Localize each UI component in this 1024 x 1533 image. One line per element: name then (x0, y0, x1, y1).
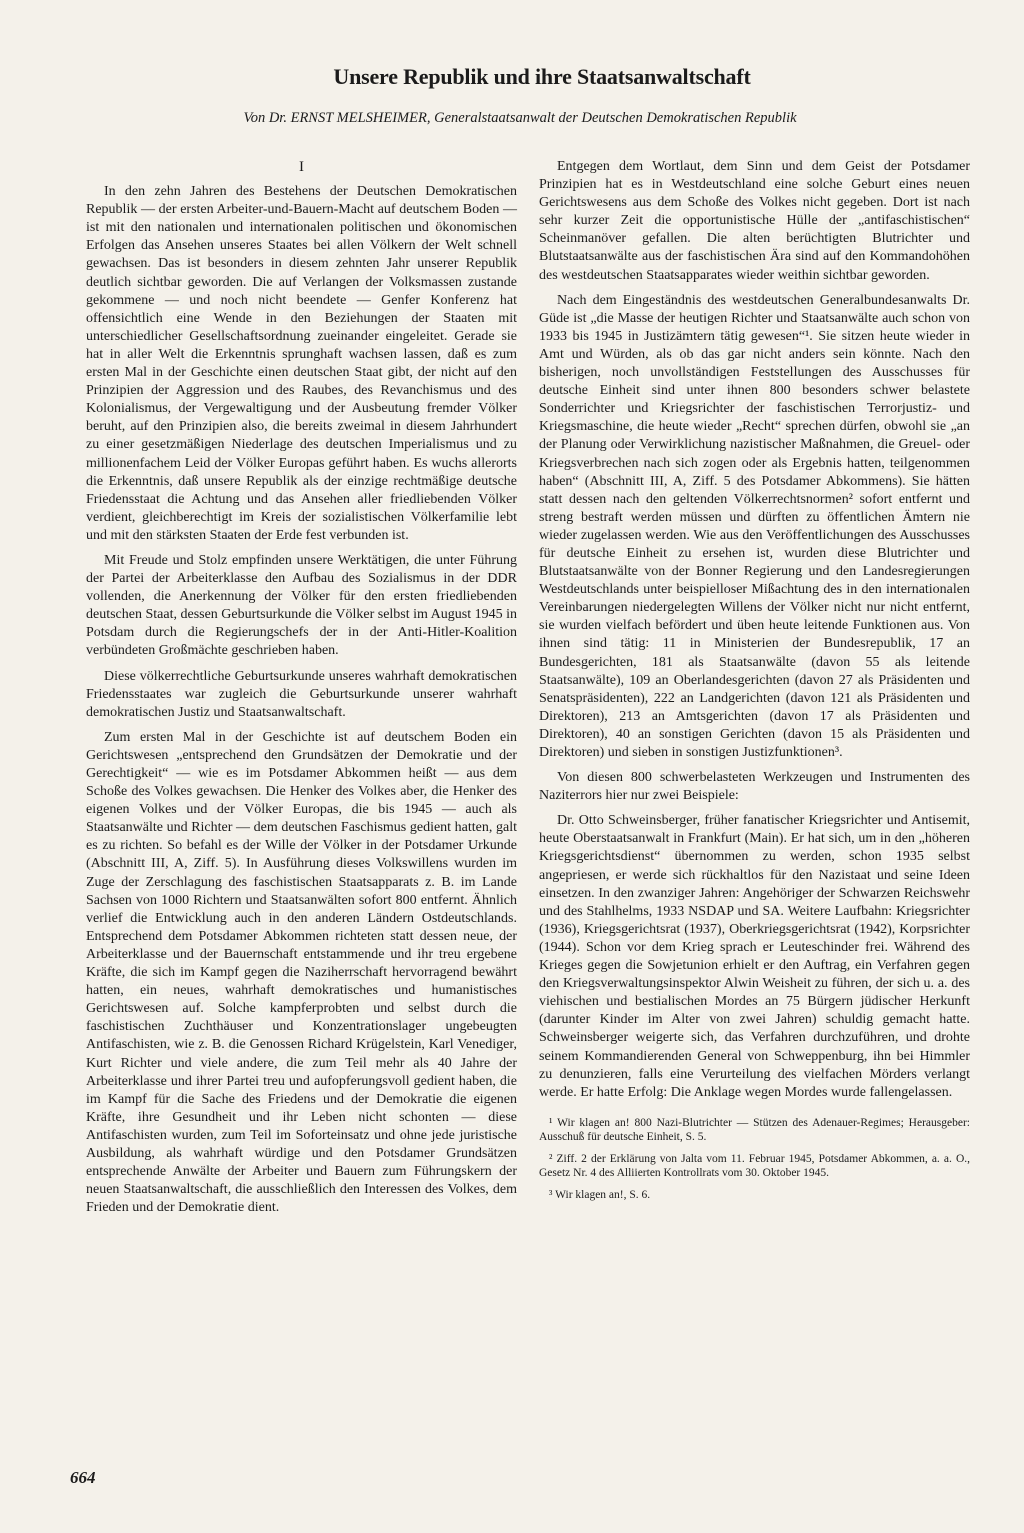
paragraph: Von diesen 800 schwerbelasteten Werkzeugen und Instrumenten des Naziterrors hier nur zwei Beispiele: (539, 770, 970, 804)
paragraph: Entgegen dem Wortlaut, dem Sinn und dem Geist der Potsdamer Prinzipien hat es in Westdeutschland eine solche Geburt eines neuen Gerichtswesens aus dem Schoße des Volkes nicht gegeben. Dort ist nach sehr kurzer Zeit die opportunistische Hülle der „antifaschistischen“ Scheinmanöver gefallen. Die alten berüchtigten Blutrichter und Blutstaatsanwälte aus der faschistischen Ära sind auf den Kommandohöhen des westdeutschen Staatsapparates wieder weithin sichtbar geworden. (539, 159, 970, 283)
footnote: ² Ziff. 2 der Erklärung von Jalta vom 11. Februar 1945, Potsdamer Abkommen, a. a. O., Gesetz Nr. 4 des Alliierten Kontrollrats vom 30. Oktober 1945. (539, 1152, 970, 1179)
footnote: ³ Wir klagen an!, S. 6. (549, 1188, 651, 1201)
paragraph: Mit Freude und Stolz empfinden unsere Werktätigen, die unter Führung der Partei der Arbeiterklasse den Aufbau des Sozialismus in der DDR vollenden, die Anerkennung der Völker für den ersten friedliebenden deutschen Staat, dessen Geburtsurkunde die Völker selbst im August 1945 in Potsdam durch die Regierungschefs der in der Anti-Hitler-Koalition verbündeten Großmächte geschrieben haben. (86, 552, 517, 659)
paragraph: Zum ersten Mal in der Geschichte ist auf deutschem Boden ein Gerichtswesen „entsprechend den Grundsätzen der Demokratie und der Gerechtigkeit“ — wie es im Potsdamer Abkommen heißt — aus dem Schoße des Volkes gewachsen. Die Henker des Volkes aber, die Henker des eigenen Volkes und der Völker Europas, die bis 1945 — auch als Staatsanwälte und Richter — dem deutschen Faschismus gedient hatten, galt es zu richten. So befahl es der Wille der Völker in der Potsdamer Urkunde (Abschnitt III, A, Ziff. 5). In Ausführung dieses Volkswillens wurden im Zuge der Zerschlagung des faschistischen Staatsapparats z. B. im Lande Sachsen von 1000 Richtern und Staatsanwälten sofort 800 entfernt. Ähnlich verlief die Entwicklung auch in den anderen Ländern Ostdeutschlands. Entsprechend dem Potsdamer Abkommen richteten statt dessen neue, der Arbeiterklasse und der Bauernschaft entstammende und ihr treu ergebene Kräfte, die sich im Kampf gegen die Naziherrschaft hervorragend bewährt hatten, ein neues, wahrhaft demokratisches und humanistisches Gerichtswesen auf. Solche kampferprobten und selbst durch die faschistischen Zuchthäuser und Konzentrationslager ungebeugten Antifaschisten, wie z. B. die Genossen Richard Krügelstein, Karl Venediger, Kurt Richter und viele andere, die zum Teil mehr als 40 Jahre der Arbeiterklasse und ihrer Partei treu und aufopferungsvoll gedient haben, die im Kampf für die Sache des Friedens und der Demokratie die eigenen Kräfte, ihre Gesundheit und ihr Leben nicht schonten — diese Antifaschisten wurden, zum Teil im Soforteinsatz und ohne jede juristische Ausbildung, als wahrhaft würdige und den Potsdamer Grundsätzen entsprechende Anwälte der Arbeiter und Bauern zum Führungskern der neuen Staatsanwaltschaft, die ausschließlich den Interessen des Volkes, dem Frieden und der Demokratie dient. (86, 729, 517, 1216)
article-title: Unsere Republik und ihre Staatsanwaltschaft (333, 64, 751, 89)
author-byline: Von Dr. ERNST MELSHEIMER, Generalstaatsanwalt der Deutschen Demokratischen Republik (243, 110, 797, 126)
left-column (86, 158, 517, 1224)
page-number: 664 (70, 1468, 96, 1487)
paragraph: Nach dem Eingeständnis des westdeutschen Generalbundesanwalts Dr. Güde ist „die Masse der heutigen Richter und Staatsanwälte auch schon von 1933 bis 1945 in Justizämtern tätig gewesen“¹. Sie sitzen heute wieder in Amt und Würden, als ob das gar nicht anders sein könnte. Nach den bisherigen, noch unvollständigen Feststellungen des Ausschusses für deutsche Einheit sind unter ihnen 800 besonders schwer belastete Sonderrichter und Kriegsrichter der faschistischen Terrorjustiz- und Kriegsmaschine, die heute wieder „Recht“ sprechen dürfen, obwohl sie „an der Planung oder Verwirklichung nazistischer Maßnahmen, die Greuel- oder Kriegsverbrechen nach sich zogen oder als Ergebnis hatten, teilgenommen haben“ (Abschnitt III, A, Ziff. 5 des Potsdamer Abkommens). Sie hätten statt dessen nach den geltenden Völkerrechtsnormen² sofort entfernt und streng bestraft werden müssen und dürften zu öffentlichen Ämtern nie wieder zugelassen werden. Wie aus den Veröffentlichungen des Ausschusses für deutsche Einheit zu ersehen ist, wurden diese Blutrichter und Blutstaatsanwälte von der Bonner Regierung und den Landesregierungen Westdeutschlands unter beispielloser Mißachtung des in den internationalen Vereinbarungen niedergelegten Willens der Völker nicht nur nicht entfernt, sie wurden vielfach befördert und üben heute leitende Funktionen aus. Von ihnen sind tätig: 11 in Ministerien der Bundesrepublik, 17 an Bundesgerichten, 181 als Staatsanwälte (davon 55 als leitende Staatsanwälte), 109 an Oberlandesgerichten (davon 27 als Präsidenten und Senatspräsidenten), 222 an Landgerichten (davon 121 als Präsidenten und Direktoren), 213 an Amtsgerichten (davon 17 als Präsidenten und Direktoren), 40 an sonstigen Gerichten (davon 15 als Präsidenten und Direktoren) und sieben in sonstigen Justizfunktionen³. (539, 292, 970, 760)
paragraph: In den zehn Jahren des Bestehens der Deutschen Demokratischen Republik — der ersten Arbeiter-und-Bauern-Macht auf deutschem Boden — ist mit den nationalen und internationalen politischen und ökonomischen Erfolgen das Ansehen unseres Staates bei allen Völkern der Welt schnell gewachsen. Das ist besonders in diesem zehnten Jahr unserer Republik deutlich sichtbar geworden. Die auf Verlangen der Volksmassen zustande gekommene — und noch nicht beendete — Genfer Konferenz hat offensichtlich eine Wende in den Beziehungen der Staaten mit unterschiedlicher Gesellschaftsordnung zueinander eingeleitet. Gerade sie hat in aller Welt die Erkenntnis sprunghaft wachsen lassen, daß es zum ersten Mal in der Geschichte einen deutschen Staat gibt, der nicht auf den Prinzipien der Aggression und des Raubes, des Revanchismus und des Kolonialismus, der Vergewaltigung und der Ausbeutung fremder Völker beruht, auf den Prinzipien also, die bereits zweimal in diesem Jahrhundert zu einer gesetzmäßigen Niederlage des deutschen Imperialismus und zu millionenfachem Leid der Völker Europas geführt haben. Es wuchs allerorts die Erkenntnis, daß unsere Republik als der einzige rechtmäßige deutsche Friedensstaat die Achtung und das Ansehen aller friedliebenden Völker verdient, gleichberechtigt im Kreis der sozialistischen Völkerfamilie lebt und mit den stärksten Staaten der Erde fest verbunden ist. (86, 184, 517, 543)
footnotes (539, 1116, 970, 1202)
section-number: I (299, 159, 304, 175)
footnote: ¹ Wir klagen an! 800 Nazi-Blutrichter — Stützen des Adenauer-Regimes; Herausgeber: Ausschuß für deutsche Einheit, S. 5. (539, 1116, 970, 1143)
right-column (539, 158, 970, 1210)
paragraph: Diese völkerrechtliche Geburtsurkunde unseres wahrhaft demokratischen Friedensstaates war zugleich die Geburtsurkunde unserer wahrhaft demokratischen Justiz und Staatsanwaltschaft. (86, 668, 517, 720)
paragraph: Dr. Otto Schweinsberger, früher fanatischer Kriegsrichter und Antisemit, heute Oberstaatsanwalt in Frankfurt (Main). Er hat sich, um in den „höheren Kriegsgerichtsdienst“ übernommen zu werden, schon 1935 selbst angepriesen, er werde sich rückhaltlos für den Nazistaat und seine Ideen einsetzen. In den zwanziger Jahren: Angehöriger der Schwarzen Reichswehr und des Stahlhelms, 1933 NSDAP und SA. Weitere Laufbahn: Kriegsrichter (1936), Kriegsgerichtsrat (1937), Oberkriegsgerichtsrat (1942), Korpsrichter (1944). Schon vor dem Krieg sprach er Leuteschinder frei. Während des Krieges gegen die Sowjetunion erhielt er den Auftrag, ein Verfahren gegen den Kriegsverwaltungsinspektor Alwin Weisheit zu führen, der sich u. a. des viehischen und bestialischen Mordes an 75 Bürgern jüdischer Herkunft (darunter Kinder im Alter von zwei Jahren) schuldig gemacht hatte. Schweinsberger weigerte sich, das Verfahren durchzuführen, und drohte seinem Kommandierenden General von Schweppenburg, ihn bei Himmler zu denunzieren, falls eine Verurteilung des vielfachen Mörders verlangt werde. Er hatte Erfolg: Die Anklage wegen Mordes wurde fallengelassen. (539, 813, 970, 1100)
